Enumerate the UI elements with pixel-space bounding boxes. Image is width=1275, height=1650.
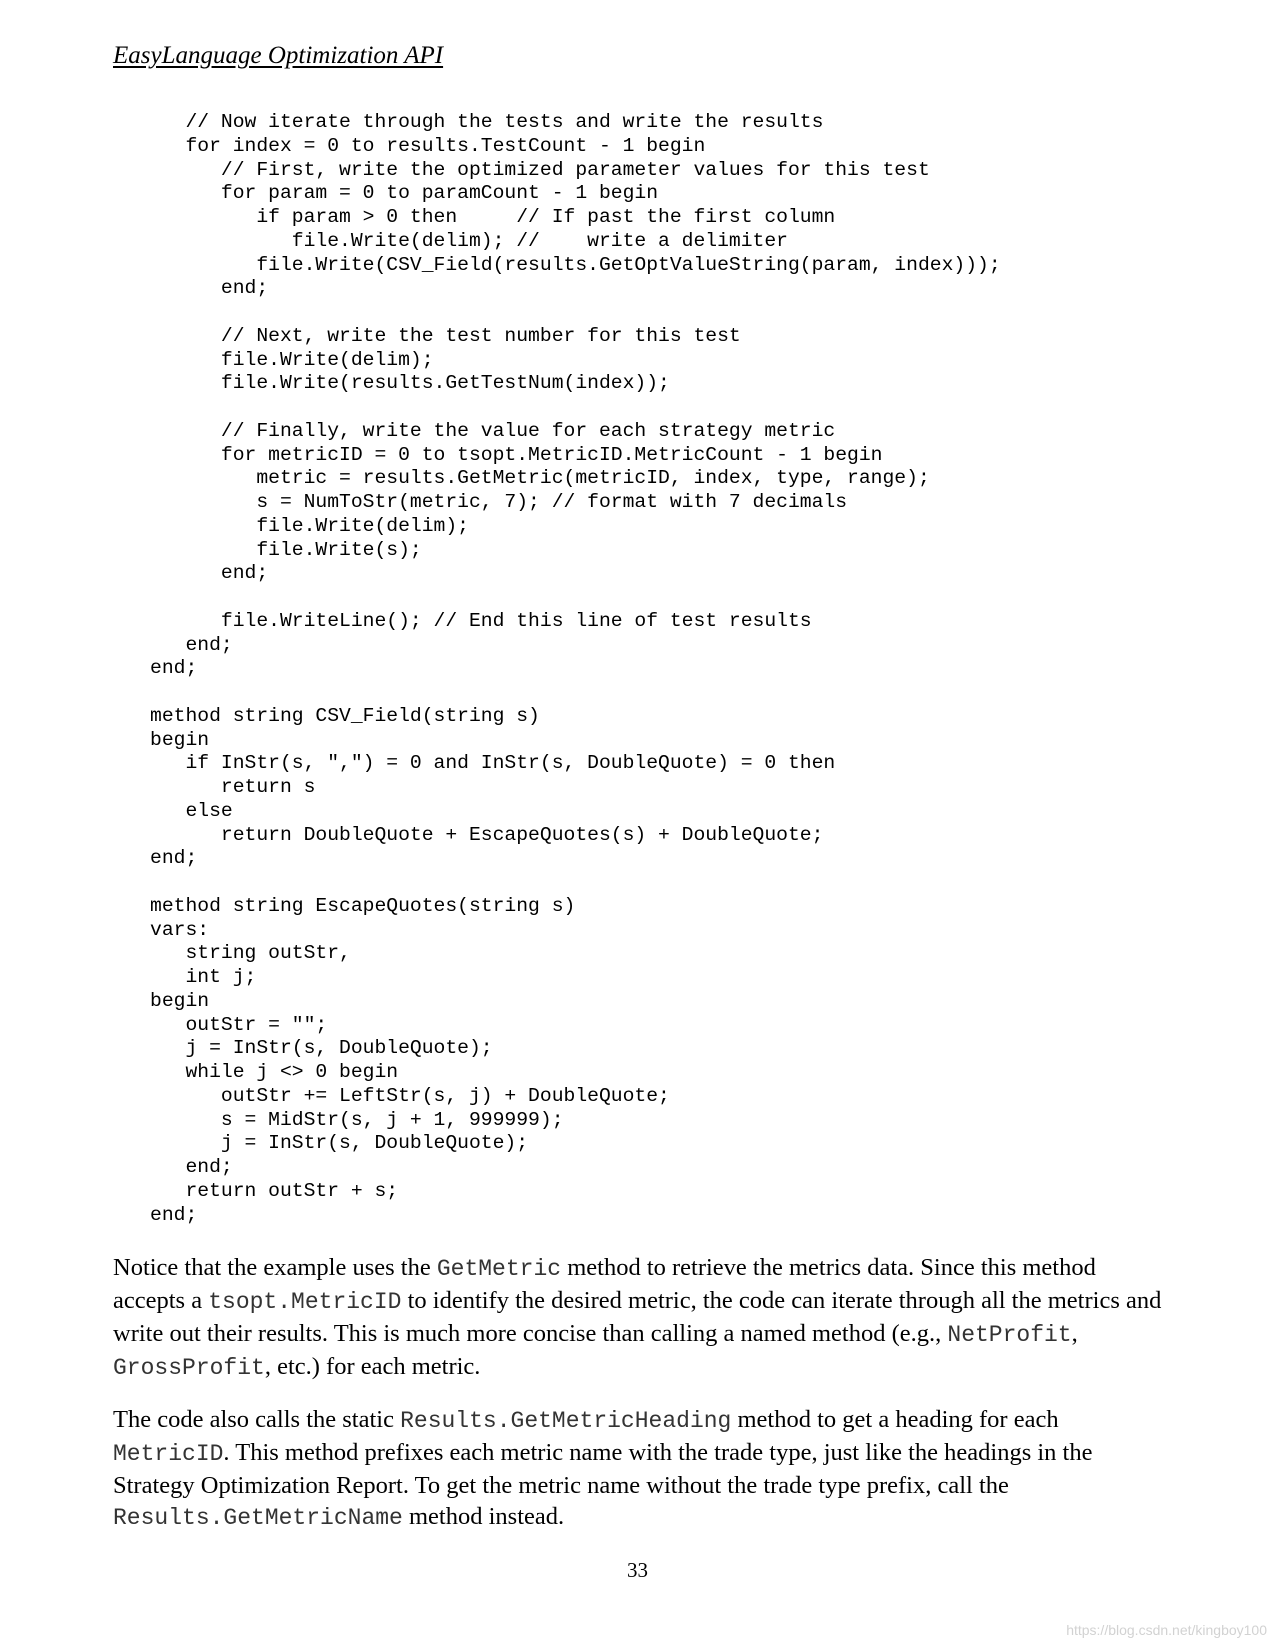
code-line: s = MidStr(s, j + 1, 999999); (150, 1108, 564, 1131)
code-line: for param = 0 to paramCount - 1 begin (150, 182, 659, 205)
code-line: file.Write(delim); (150, 348, 434, 371)
code-line: if param > 0 then // If past the first column (150, 206, 836, 228)
code-line: return outStr + s; (150, 1179, 399, 1202)
paragraph-metrics (113, 1252, 1173, 1384)
inline-code: NetProfit (947, 1322, 1072, 1348)
code-line (150, 301, 1001, 325)
code-line: vars: (150, 918, 210, 941)
code-line: file.WriteLine(); // End this line of test results (150, 609, 812, 632)
page-number: 33 (627, 1558, 648, 1582)
code-line: return DoubleQuote + EscapeQuotes(s) + DoubleQuote; (150, 823, 824, 846)
code-line: s = NumToStr(metric, 7); // format with 7 decimals (150, 491, 848, 513)
code-line: if InStr(s, ",") = 0 and InStr(s, DoubleQuote) = 0 then (150, 752, 836, 775)
code-line: file.Write(results.GetTestNum(index)); (150, 372, 670, 395)
paragraph-text: , (1071, 1320, 1078, 1347)
inline-code: GetMetric (436, 1256, 562, 1282)
code-line: // Finally, write the value for each strategy metric (150, 419, 836, 442)
code-line: string outStr, (150, 942, 351, 965)
code-line: while j <> 0 begin (150, 1061, 399, 1083)
paragraph-text: method instead. (402, 1503, 565, 1530)
code-line: metric = results.GetMetric(metricID, index, type, range); (150, 467, 930, 490)
paragraph-text: The code also calls the static (113, 1406, 401, 1433)
paragraph-text: Notice that the example uses the (113, 1254, 437, 1281)
code-line: end; (150, 657, 198, 680)
code-line: begin (150, 989, 210, 1012)
code-line: end; (150, 1156, 233, 1178)
page-header-title: EasyLanguage Optimization API (113, 42, 444, 69)
code-line (150, 396, 1001, 420)
code-line: j = InStr(s, DoubleQuote); (150, 1037, 493, 1060)
code-line: return s (150, 776, 316, 798)
code-line: end; (150, 562, 269, 585)
paragraph-text: to identify the desired metric, the code can iterate through all the metrics and write out their results. This is much more concise than calling a named method (e.g., (113, 1287, 1162, 1347)
code-line: file.Write(CSV_Field(results.GetOptValueString(param, index))); (150, 253, 1001, 276)
code-line: // Now iterate through the tests and write the results (150, 111, 824, 133)
watermark: https://blog.csdn.net/kingboy100 (1066, 1622, 1267, 1638)
code-line: method string EscapeQuotes(string s) (150, 894, 576, 917)
code-line: end; (150, 277, 269, 300)
code-line: for metricID = 0 to tsopt.MetricID.MetricCount - 1 begin (150, 443, 883, 466)
code-line: method string CSV_Field(string s) (150, 704, 540, 727)
paragraph-text: method to get a heading for each (731, 1406, 1059, 1433)
inline-code: GrossProfit (113, 1355, 265, 1381)
code-line (150, 681, 1001, 705)
inline-code: MetricID (113, 1441, 224, 1467)
code-line: file.Write(delim); // write a delimiter (150, 229, 788, 252)
code-line: for index = 0 to results.TestCount - 1 begin (150, 134, 706, 157)
inline-code: Results.GetMetricName (113, 1505, 403, 1531)
inline-code: Results.GetMetricHeading (400, 1408, 732, 1434)
code-line: j = InStr(s, DoubleQuote); (150, 1132, 529, 1155)
code-line: file.Write(delim); (150, 514, 469, 537)
code-line: end; (150, 847, 198, 870)
paragraph-heading (113, 1404, 1173, 1534)
code-line: outStr += LeftStr(s, j) + DoubleQuote; (150, 1084, 670, 1107)
code-line: begin (150, 728, 210, 751)
paragraph-text: . This method prefixes each metric name with the trade type, just like the headings in the Strategy Optimization Report. To get the metric name without the trade type prefix, call the (113, 1439, 1093, 1499)
inline-code: tsopt.MetricID (208, 1289, 402, 1315)
paragraph-text: method to retrieve the metrics data. Since this method accepts a (113, 1254, 1096, 1314)
code-line (150, 871, 1001, 895)
code-block (150, 111, 1001, 1227)
code-line: // Next, write the test number for this test (150, 324, 741, 347)
code-line: outStr = ""; (150, 1013, 328, 1036)
code-line: else (150, 799, 233, 822)
code-line (150, 586, 1001, 610)
code-line: // First, write the optimized parameter values for this test (150, 158, 930, 181)
code-line: file.Write(s); (150, 538, 422, 561)
code-line: end; (150, 633, 233, 656)
code-line: end; (150, 1203, 198, 1226)
paragraph-text: , etc.) for each metric. (264, 1353, 481, 1380)
code-line: int j; (150, 966, 257, 988)
